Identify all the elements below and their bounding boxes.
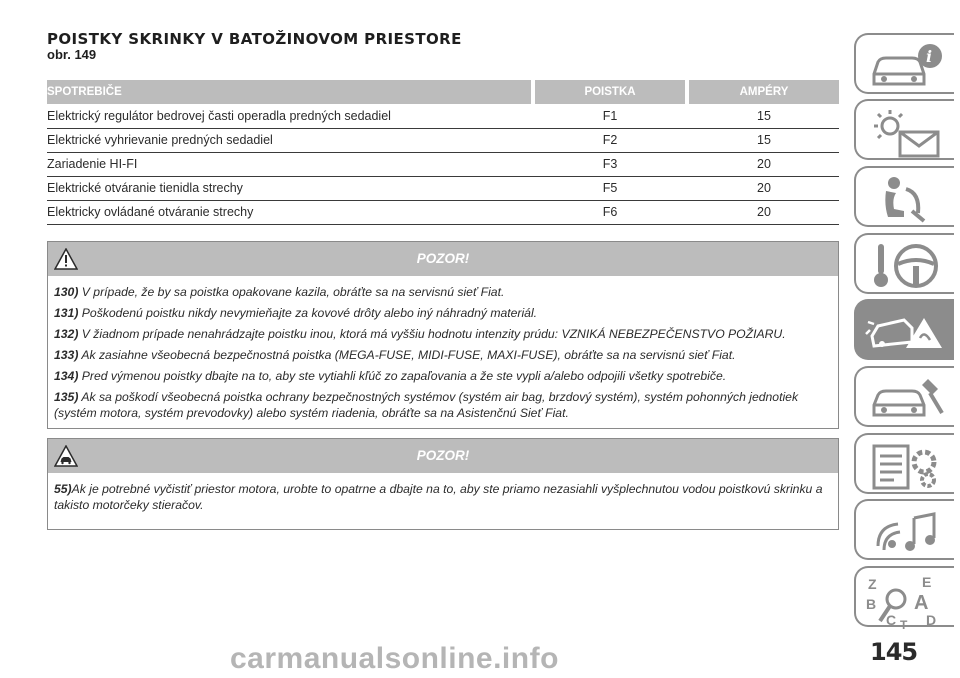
car-emergency-icon	[864, 306, 948, 358]
note-text: Pred výmenou poistky dbajte na to, aby ste vytiahli kľúč zo zapaľovania a že ste vypli a/alebo odpojili všetky spotrebiče.	[81, 369, 727, 383]
note-number: 130)	[54, 285, 79, 299]
table-row	[47, 104, 839, 128]
index-letter: D	[926, 612, 937, 628]
cell-consumer: Zariadenie HI-FI	[47, 152, 531, 176]
cell-fuse: F3	[535, 152, 685, 176]
index-letter: T	[900, 618, 908, 629]
note-text: Ak je potrebné vyčistiť priestor motora, urobte to opatrne a dbajte na to, aby ste priamo nezasiahli vyšplechnutou vodou poistkovú skrinku a takisto motorčeky stieračov.	[54, 482, 823, 512]
warning-lights-icon	[864, 106, 948, 158]
cell-amperes: 20	[689, 176, 839, 200]
table-row	[47, 200, 839, 224]
note-item	[54, 368, 832, 384]
watermark: carmanualsonline.info	[230, 642, 559, 675]
page-number: 145	[870, 638, 918, 666]
cell-fuse: F1	[535, 104, 685, 128]
cell-amperes: 15	[689, 104, 839, 128]
chapter-tab-car-info[interactable]	[854, 33, 954, 94]
chapter-tab-emergency[interactable]	[854, 299, 954, 360]
note-item	[54, 284, 832, 300]
note-number: 131)	[54, 306, 79, 320]
index-letter: Z	[868, 576, 877, 592]
car-maintenance-icon	[864, 373, 948, 425]
warning-notes	[48, 473, 838, 521]
column-header-consumers: SPOTREBIČE	[47, 80, 531, 104]
note-text: Ak zasiahne všeobecná bezpečnostná poistka (MEGA-FUSE, MIDI-FUSE, MAXI-FUSE), obráťte sa na servisnú sieť Fiat.	[81, 348, 736, 362]
key-steering-wheel-icon	[864, 240, 948, 292]
note-number: 55)	[54, 482, 72, 496]
technical-data-icon	[864, 440, 948, 492]
svg-text:i: i	[926, 47, 933, 66]
index-letter: C	[886, 612, 897, 628]
note-item	[54, 347, 832, 363]
cell-fuse: F5	[535, 176, 685, 200]
cell-consumer: Elektricky ovládané otváranie strechy	[47, 200, 531, 224]
table-row	[47, 152, 839, 176]
warning-box-environment	[47, 438, 839, 530]
warning-label: POZOR!	[416, 448, 470, 463]
cell-amperes: 20	[689, 152, 839, 176]
column-header-fuse: POISTKA	[535, 80, 685, 104]
figure-reference: obr. 149	[47, 47, 97, 62]
note-number: 132)	[54, 327, 79, 341]
chapter-tab-multimedia[interactable]	[854, 499, 954, 560]
cell-consumer: Elektrický regulátor bedrovej časti operadla predných sedadiel	[47, 104, 531, 128]
chapter-tab-technical-data[interactable]	[854, 433, 954, 494]
table-row	[47, 176, 839, 200]
warning-box-danger	[47, 241, 839, 429]
column-header-amperes: AMPÉRY	[689, 80, 839, 104]
note-number: 134)	[54, 369, 79, 383]
warning-header	[48, 439, 838, 473]
seat-airbag-icon	[864, 173, 948, 225]
cell-amperes: 20	[689, 200, 839, 224]
index-letter: B	[866, 596, 877, 612]
index-letter: A	[914, 592, 929, 614]
cell-amperes: 15	[689, 128, 839, 152]
warning-notes	[48, 276, 838, 429]
note-number: 135)	[54, 390, 79, 404]
note-text: V prípade, že by sa poistka opakovane kazila, obráťte sa na servisnú sieť Fiat.	[81, 285, 505, 299]
note-text: Poškodenú poistku nikdy nevymieňajte za kovové drôty alebo iný náhradný materiál.	[81, 306, 538, 320]
note-text: V žiadnom prípade nenahrádzajte poistku inou, ktorá má vyššiu hodnotu intenzity prúdu: VZNIKÁ NEBEZPEČENSTVO POŽIARU.	[81, 327, 786, 341]
fuse-table	[47, 80, 839, 225]
note-item	[54, 481, 832, 513]
chapter-tab-safety[interactable]	[854, 166, 954, 227]
note-item	[54, 326, 832, 342]
note-item	[54, 305, 832, 321]
chapter-tab-starting-driving[interactable]	[854, 233, 954, 294]
multimedia-icon	[864, 506, 948, 558]
cell-consumer: Elektrické otváranie tienidla strechy	[47, 176, 531, 200]
chapter-tab-index[interactable]	[854, 566, 954, 627]
table-row	[47, 128, 839, 152]
chapter-tab-maintenance[interactable]	[854, 366, 954, 427]
warning-label: POZOR!	[416, 251, 470, 266]
car-info-icon	[864, 40, 948, 92]
note-item	[54, 389, 832, 421]
note-number: 133)	[54, 348, 79, 362]
cell-consumer: Elektrické vyhrievanie predných sedadiel	[47, 128, 531, 152]
warning-header	[48, 242, 838, 276]
table-header-row	[47, 80, 839, 104]
note-text: Ak sa poškodí všeobecná poistka ochrany bezpečnostných systémov (systém air bag, brzdový systém), systém pohonných jednotiek (systém motora, systém prevodovky) alebo systém riadenia, obráťte sa na Asistenčnú Sieť Fiat.	[54, 390, 799, 420]
cell-fuse: F2	[535, 128, 685, 152]
index-icon	[864, 573, 948, 629]
page-title: POISTKY SKRINKY V BATOŽINOVOM PRIESTORE	[47, 30, 462, 48]
chapter-tab-warning-lights[interactable]	[854, 99, 954, 160]
cell-fuse: F6	[535, 200, 685, 224]
index-letter: E	[922, 574, 932, 590]
